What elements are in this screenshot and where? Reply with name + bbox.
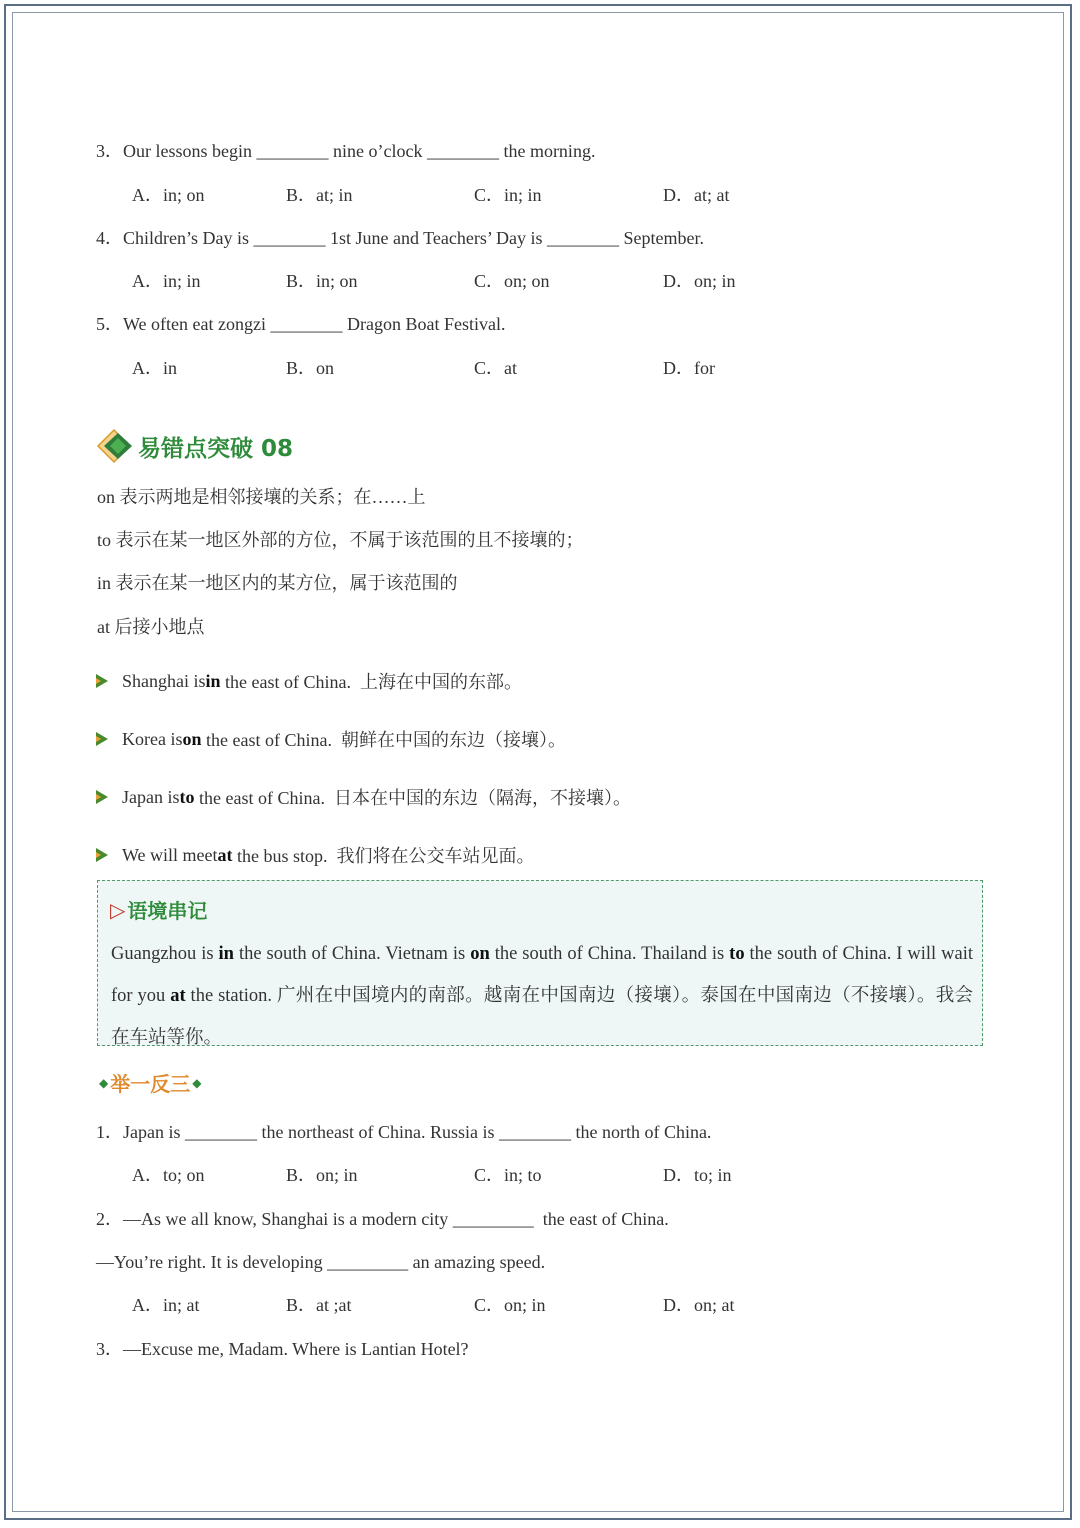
question-5-option-a: A．in — [132, 358, 177, 378]
question-3-option-d: D．at; at — [663, 185, 730, 205]
example-item: We will meet at the bus stop. 我们将在公交车站见面。 — [96, 842, 535, 868]
practice-question-2-stem-reply: —You’re right. It is developing _________ an amazing speed. — [96, 1252, 546, 1272]
chevron-right-icon: ▷ — [110, 897, 126, 922]
question-5-option-c: C．at — [474, 358, 517, 378]
practice-question-1-option-d: D．to; in — [663, 1165, 732, 1185]
question-4-option-a: A．in; in — [132, 271, 201, 291]
triangle-bullet-icon — [96, 674, 108, 688]
question-4-stem: 4．Children’s Day is ________ 1st June and Teachers’ Day is ________ September. — [96, 228, 704, 248]
example-item: Shanghai is in the east of China. 上海在中国的东部。 — [96, 668, 522, 694]
practice-question-2-stem: 2．—As we all know, Shanghai is a modern city _________ the east of China. — [96, 1209, 669, 1229]
practice-question-3-stem: 3．—Excuse me, Madam. Where is Lantian Hotel? — [96, 1339, 469, 1359]
context-box-title: ▷ 语境串记 — [110, 897, 208, 923]
context-box-text: Guangzhou is in the south of China. Vietnam is on the south of China. Thailand is to the south of China. I will wait for you at the station. 广州在中国境内的南部。越南在中国南边（接壤）。泰国在中国南边（不接壤）。我会在车站等你。 — [111, 944, 974, 1046]
diamond-bullet-icon: ◆ — [192, 1075, 202, 1090]
question-5-option-b: B．on — [286, 358, 335, 378]
practice-question-2-option-c: C．on; in — [474, 1295, 546, 1315]
practice-question-1-stem: 1．Japan is ________ the northeast of China. Russia is ________ the north of China. — [96, 1122, 712, 1142]
triangle-bullet-icon — [96, 732, 108, 746]
question-4-option-c: C．on; on — [474, 271, 550, 291]
question-5-stem: 5．We often eat zongzi ________ Dragon Boat Festival. — [96, 314, 506, 334]
question-3-option-b: B．at; in — [286, 185, 353, 205]
question-3-option-c: C．in; in — [474, 185, 542, 205]
practice-question-1-option-b: B．on; in — [286, 1165, 358, 1185]
question-5-option-d: D．for — [663, 358, 715, 378]
diamond-bullet-icon: ◆ — [99, 1075, 109, 1090]
section-title: 易错点突破 08 — [138, 435, 294, 462]
example-item: Korea is on the east of China. 朝鲜在中国的东边（接壤）。 — [96, 726, 566, 752]
question-4-option-d: D．on; in — [663, 271, 736, 291]
rule-at: at 后接小地点 — [97, 617, 205, 637]
diamond-icon — [96, 428, 138, 464]
practice-question-2-option-a: A．in; at — [132, 1295, 200, 1315]
practice-heading: ◆ 举一反三 ◆ — [99, 1072, 202, 1096]
rule-in: in 表示在某一地区内的某方位，属于该范围的 — [97, 573, 458, 593]
practice-question-1-option-c: C．in; to — [474, 1165, 542, 1185]
rule-on: on 表示两地是相邻接壤的关系；在……上 — [97, 487, 426, 507]
practice-question-1-option-a: A．to; on — [132, 1165, 205, 1185]
triangle-bullet-icon — [96, 848, 108, 862]
section-heading — [96, 428, 293, 464]
practice-question-2-option-b: B．at ;at — [286, 1295, 352, 1315]
example-item: Japan is to the east of China. 日本在中国的东边（隔海，不接壤）。 — [96, 784, 631, 810]
rule-to: to 表示在某一地区外部的方位，不属于该范围的且不接壤的； — [97, 530, 584, 550]
practice-question-2-option-d: D．on; at — [663, 1295, 735, 1315]
question-3-option-a: A．in; on — [132, 185, 205, 205]
question-4-option-b: B．in; on — [286, 271, 358, 291]
question-3-stem: 3．Our lessons begin ________ nine o’clock ________ the morning. — [96, 141, 596, 161]
triangle-bullet-icon — [96, 790, 108, 804]
context-memory-box — [97, 880, 983, 1046]
